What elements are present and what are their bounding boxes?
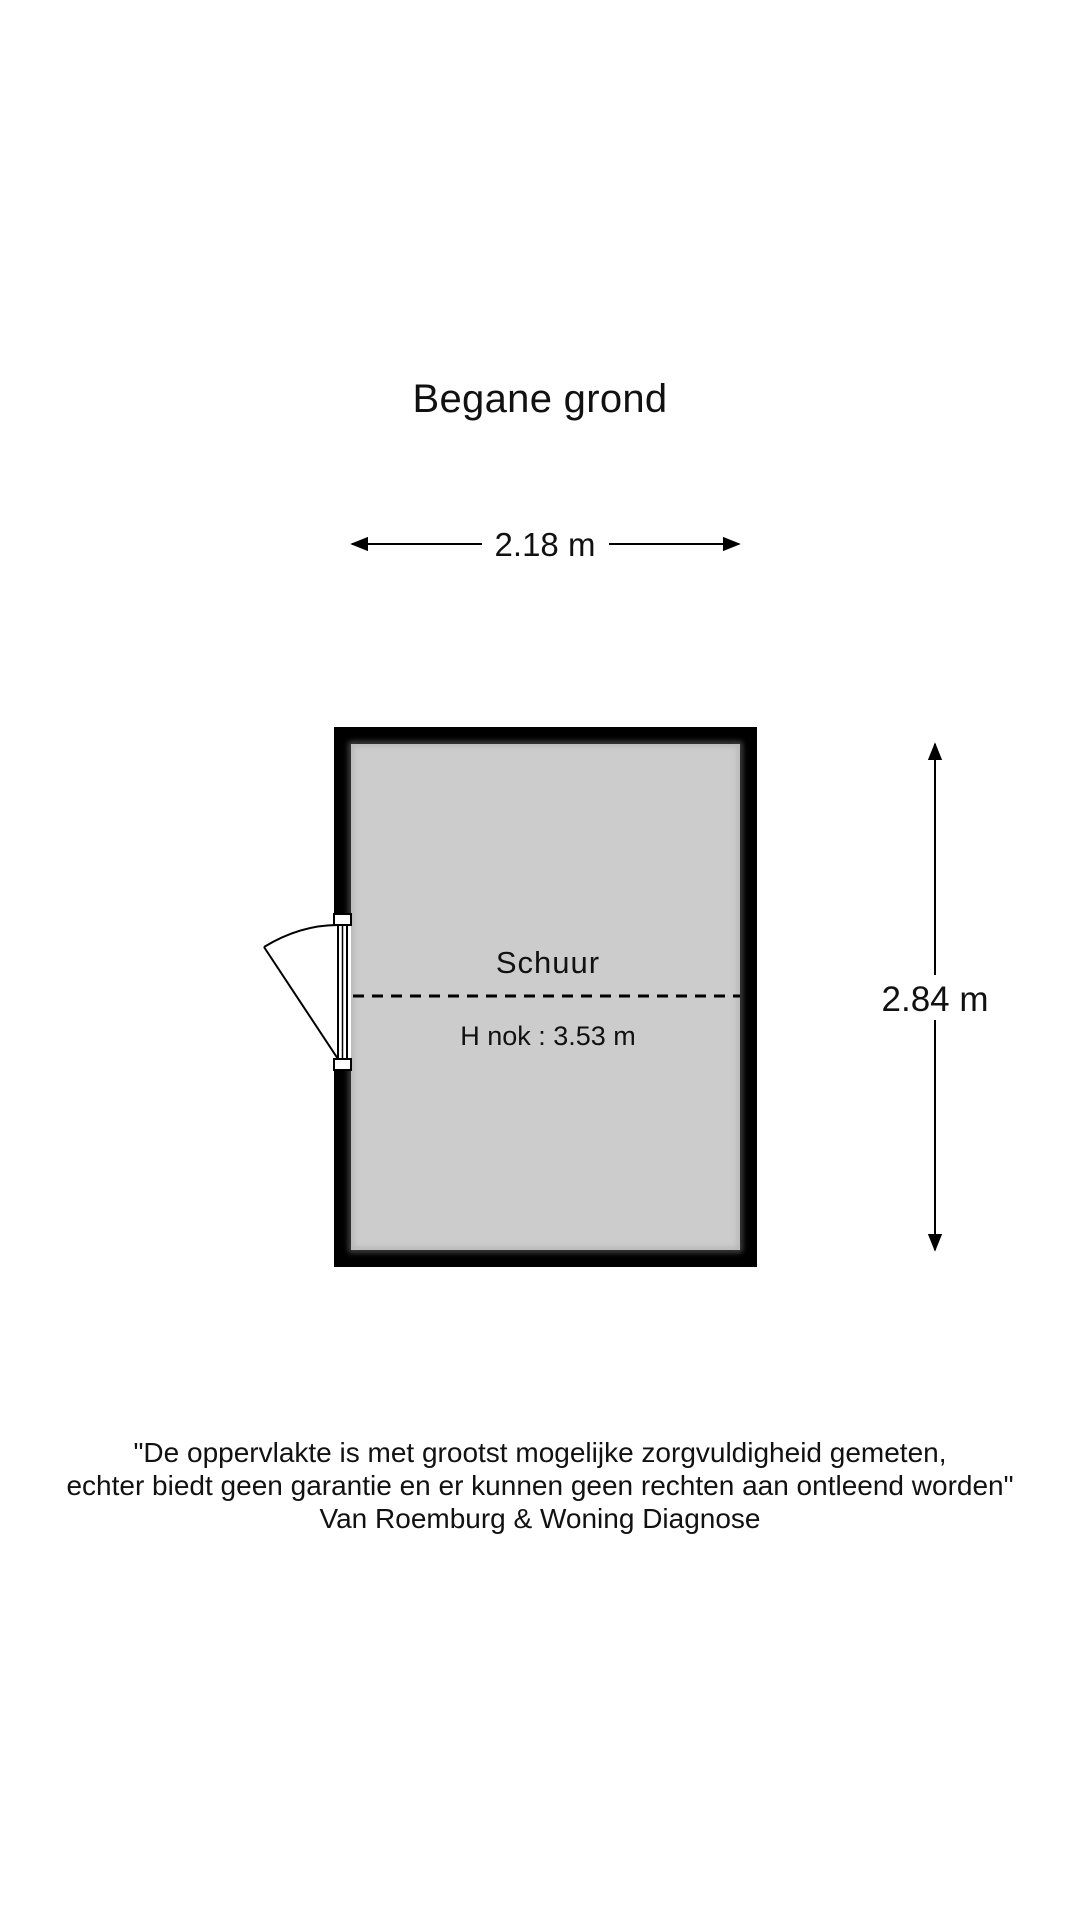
width-dimension: [352, 526, 739, 563]
door-jamb-top: [334, 914, 351, 925]
width-label: 2.18 m: [494, 526, 596, 563]
room-name: Schuur: [495, 945, 601, 980]
disclaimer: [0, 1436, 1080, 1535]
door-leaf: [264, 947, 338, 1059]
ridge-height-label: H nok : 3.53 m: [460, 1021, 636, 1051]
disclaimer-line-3: Van Roemburg & Woning Diagnose: [319, 1503, 761, 1534]
depth-label: 2.84 m: [881, 980, 989, 1019]
disclaimer-line-1: "De oppervlakte is met grootst mogelijke zorgvuldigheid gemeten,: [133, 1437, 947, 1468]
door-swing-arc: [264, 925, 338, 947]
room-schuur: [334, 727, 757, 1267]
door-jamb-bottom: [334, 1059, 351, 1070]
door: [264, 914, 351, 1070]
disclaimer-line-2: echter biedt geen garantie en er kunnen geen rechten aan ontleend worden": [66, 1470, 1014, 1501]
depth-dimension: [882, 744, 989, 1250]
floor-title: Begane grond: [412, 377, 668, 421]
